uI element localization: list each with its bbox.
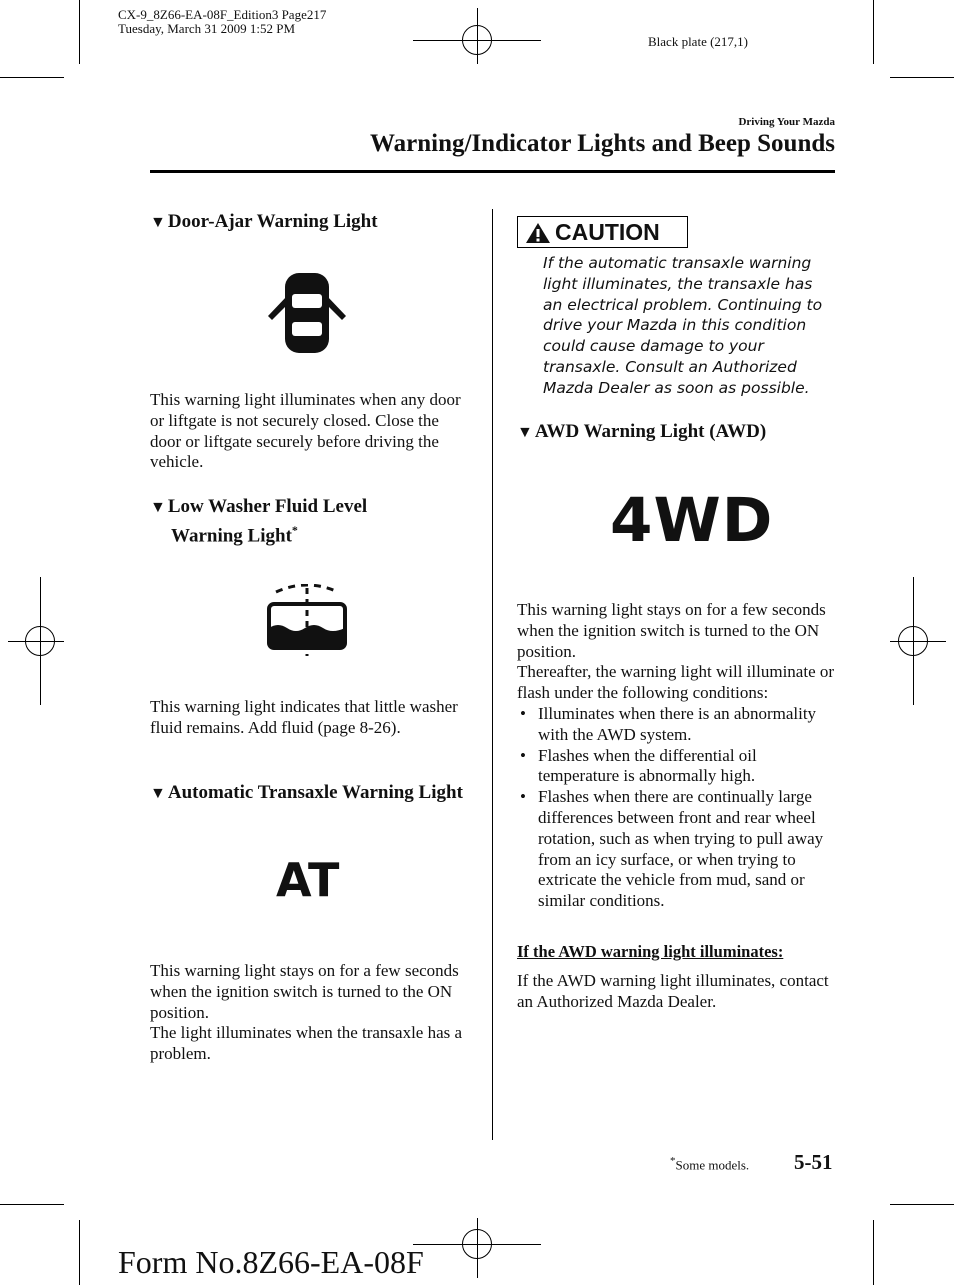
footnote: *Some models. (670, 1155, 750, 1173)
print-slug-line1: CX-9_8Z66-EA-08F_Edition3 Page217 (118, 7, 327, 22)
registration-circle (462, 1229, 492, 1259)
form-number: Form No.8Z66-EA-08F (118, 1244, 424, 1280)
caution-text: If the automatic transaxle warning light illuminates, the transaxle has an electrical problem. Continuing to drive your Mazda in this condition could cause damage to your transaxle. Consult an Authorized Mazda Dealer as soon as possible. (543, 254, 823, 397)
transaxle-text-2: The light illuminates when the transaxle has a problem. (150, 1023, 463, 1064)
page-title: Warning/Indicator Lights and Beep Sounds (370, 130, 835, 157)
caution-label: CAUTION (555, 219, 660, 245)
registration-circle (25, 626, 55, 656)
door-ajar-icon (264, 268, 352, 356)
registration-circle (898, 626, 928, 656)
print-slug-line2: Tuesday, March 31 2009 1:52 PM (118, 21, 296, 36)
caution-box (517, 216, 688, 248)
crop-mark (79, 1220, 80, 1285)
list-item: • Flashes when the differential oil temperature is abnormally high. (520, 745, 757, 786)
header-rule (150, 170, 835, 173)
washer-description: This warning light indicates that little washer fluid remains. Add fluid (page 8-26). (150, 697, 458, 737)
awd-contact-text: If the AWD warning light illuminates, contact an Authorized Mazda Dealer. (517, 971, 829, 1011)
transaxle-text-1: This warning light stays on for a few seconds when the ignition switch is turned to the ON position. (150, 961, 459, 1022)
list-item: • Illuminates when there is an abnormality with the AWD system. (520, 703, 817, 744)
crop-mark (0, 77, 64, 78)
triangle-icon: ▼ (517, 424, 533, 441)
awd-description (517, 600, 837, 912)
crop-mark (873, 1220, 874, 1285)
triangle-icon: ▼ (150, 785, 166, 802)
triangle-icon: ▼ (150, 499, 166, 516)
crop-mark (873, 0, 874, 64)
awd-heading: ▼ AWD Warning Light (AWD) (517, 421, 767, 442)
awd-text-2: Thereafter, the warning light will illuminate or flash under the following conditions: (517, 662, 835, 703)
section-label: Driving Your Mazda (738, 116, 835, 128)
awd-text-1: This warning light stays on for a few seconds when the ignition switch is turned to the ON position. (517, 600, 826, 661)
washer-heading: ▼ Low Washer Fluid Level Warning Light* (150, 496, 368, 547)
transaxle-description (150, 961, 475, 1065)
column-divider (492, 209, 493, 1140)
crop-mark (79, 0, 80, 64)
4wd-symbol-icon: 4WD (610, 485, 774, 556)
crop-mark (0, 1204, 64, 1205)
crop-mark (890, 1204, 954, 1205)
plate-label: Black plate (217,1) (648, 34, 748, 49)
crop-mark (890, 77, 954, 78)
triangle-icon: ▼ (150, 214, 166, 231)
list-item: • Flashes when there are continually large differences between front and rear wheel rotation, such as when trying to pull away from an icy surface, or when trying to extricate the vehicle from mud, sand or similar conditions. (520, 787, 824, 911)
transaxle-heading: ▼ Automatic Transaxle Warning Light (150, 782, 463, 803)
door-ajar-description: This warning light illuminates when any door or liftgate is not securely closed. Close the door or liftgate securely before driving the vehicle. (150, 390, 461, 472)
print-slug (118, 8, 326, 36)
warning-triangle-icon (525, 222, 551, 244)
page-number: 5-51 (794, 1150, 833, 1174)
door-ajar-heading: ▼ Door-Ajar Warning Light (150, 211, 378, 232)
asterisk-mark: * (291, 523, 298, 537)
at-symbol-icon: AT (276, 853, 340, 907)
registration-circle (462, 25, 492, 55)
washer-fluid-icon (264, 584, 350, 660)
awd-subheading: If the AWD warning light illuminates: (517, 942, 784, 961)
